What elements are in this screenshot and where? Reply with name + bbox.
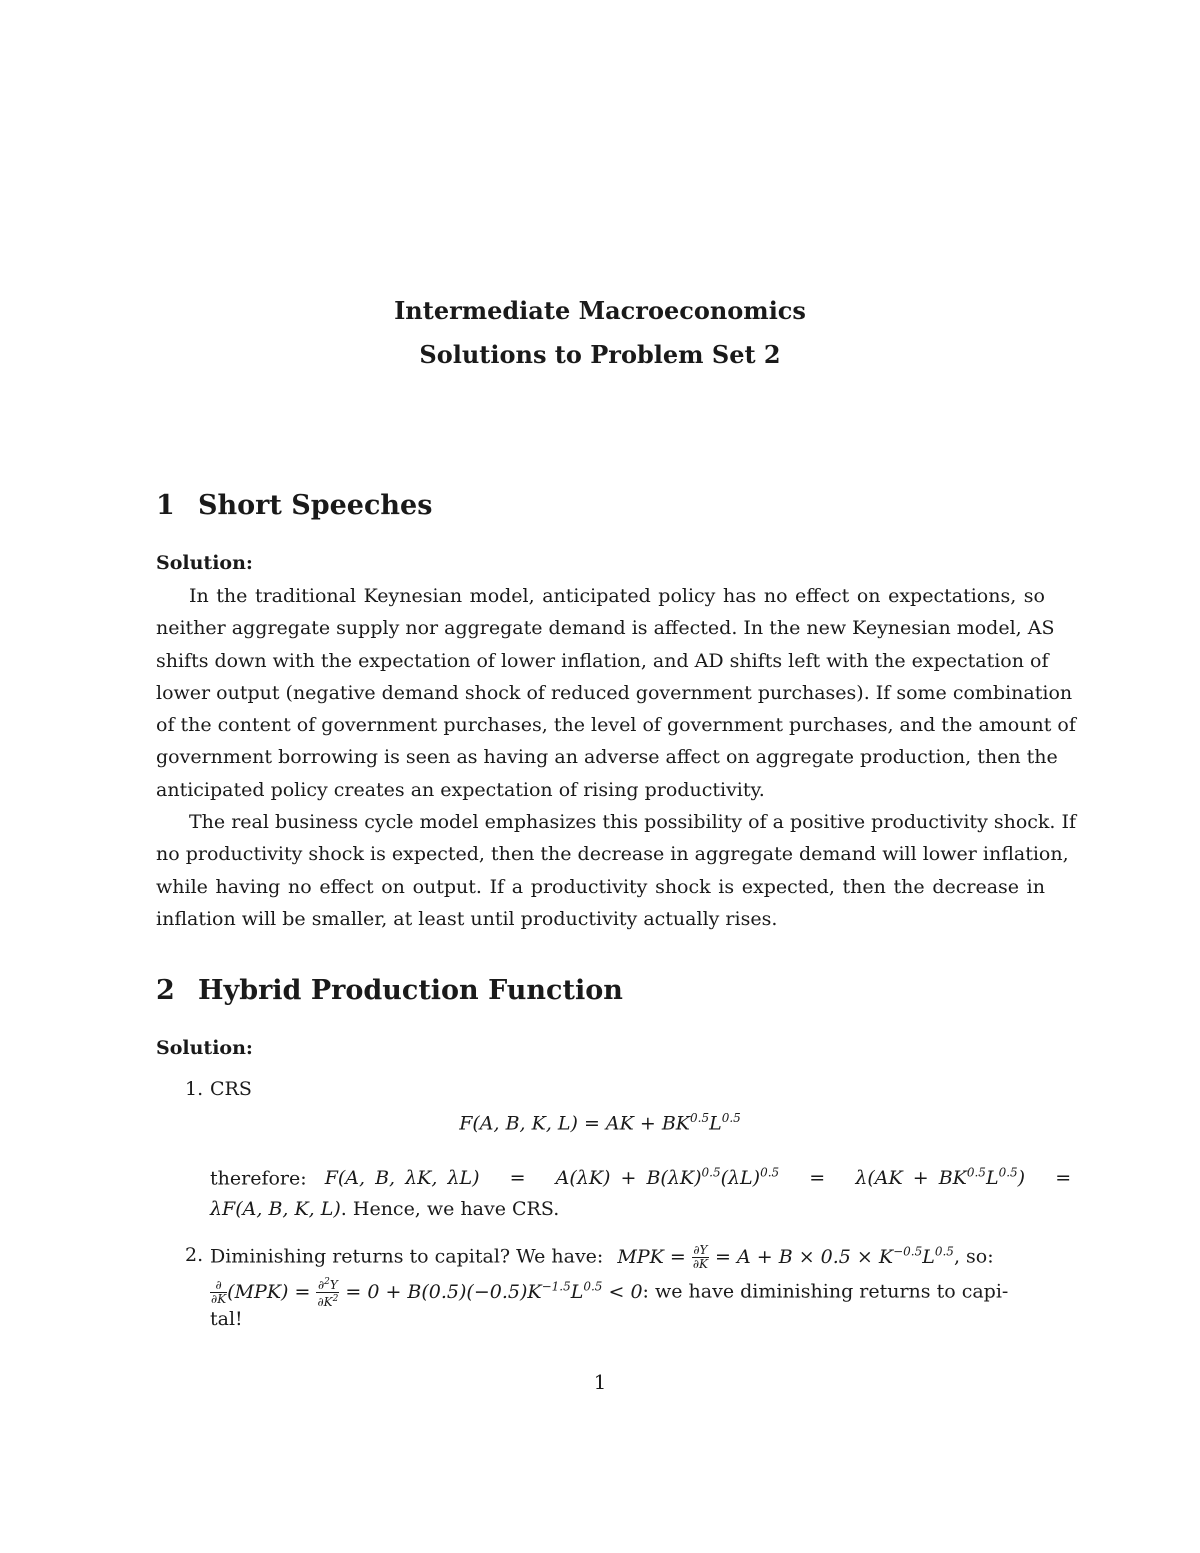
text-line: The real business cycle model emphasizes this possibility of a positive productivity shock. If [189,811,1077,833]
list-number: 2. [185,1244,204,1266]
diminishing-returns-text: : we have diminishing returns to capi- [642,1280,1009,1303]
section-1-heading [156,490,432,521]
list-number: 1. [185,1078,204,1100]
solution-label: Solution: [156,1037,253,1059]
second-derivative-equation: $\frac{\partial}{\partial K}$ (MPK) = $\frac{\partial^2Y}{\partial K^2}$ = $0 + B(0.5)(-0.5)K^{-1.5}L^{0.5} < 0$ [211,1277,643,1309]
text-line: shifts down with the expectation of lower inflation, and AD shifts left with the expectation of [156,649,1049,672]
text-line: of the content of government purchases, the level of government purchases, and the amount of [156,714,1076,737]
section-number: 2 [156,975,175,1006]
page-number: 1 [593,1370,607,1394]
section-2-heading [156,975,623,1006]
diminishing-returns-continued: tal! [210,1308,243,1330]
text-line: lower output (negative demand shock of reduced government purchases). If some combination [156,681,1073,704]
section-title: Hybrid Production Function [198,975,623,1006]
equation-production-function: F(A, B, K, L) = AK + $BK^{0.5}L^{0.5}$ [459,1111,741,1135]
solution-label: Solution: [156,552,253,574]
document-subtitle: Solutions to Problem Set 2 [419,340,781,369]
list-item-label: CRS [210,1078,252,1100]
text-line: while having no effect on output. If a productivity shock is expected, then the decrease in [156,875,1045,898]
so-label: , so: [953,1245,994,1268]
mpk-equation: MPK = $\frac{\partial Y}{\partial K}$ = $A + B \times 0.5 \times K^{-0.5}L^{0.5}$ [617,1243,954,1271]
section-number: 1 [156,490,175,521]
text-line: government borrowing is seen as having an adverse affect on aggregate production, then the [156,746,1058,769]
text-line: anticipated policy creates an expectation of rising productivity. [156,778,765,801]
mpk-line [210,1244,994,1271]
mpk-lead: Diminishing returns to capital? We have: [210,1245,604,1268]
crs-result: λF(A, B, K, L) [210,1198,341,1220]
crs-conclusion-line [210,1198,559,1220]
text-line: In the traditional Keynesian model, anticipated policy has no effect on expectations, so [189,585,1045,607]
second-derivative-line [210,1276,1008,1309]
crs-derivation-line [210,1166,1072,1190]
text-line: neither aggregate supply nor aggregate demand is affected. In the new Keynesian model, AS [156,617,1055,640]
text-line: no productivity shock is expected, then the decrease in aggregate demand will lower inflation, [156,843,1069,866]
document-title: Intermediate Macroeconomics [394,296,806,325]
paragraph-2 [156,806,1077,935]
text-line: inflation will be smaller, at least until productivity actually rises. [156,907,778,930]
crs-equation: F(A, B, λK, $\lambda L) = A(\lambda K) + B(\lambda K)^{0.5}(\lambda L)^{0.5} = \lambda(AK + BK^{0.5}L^{0.5})$ = [324,1166,1072,1190]
therefore-label: therefore: [210,1167,307,1190]
paragraph-1 [156,580,1076,806]
crs-conclusion: . Hence, we have CRS. [340,1198,560,1220]
section-title: Short Speeches [198,490,433,521]
